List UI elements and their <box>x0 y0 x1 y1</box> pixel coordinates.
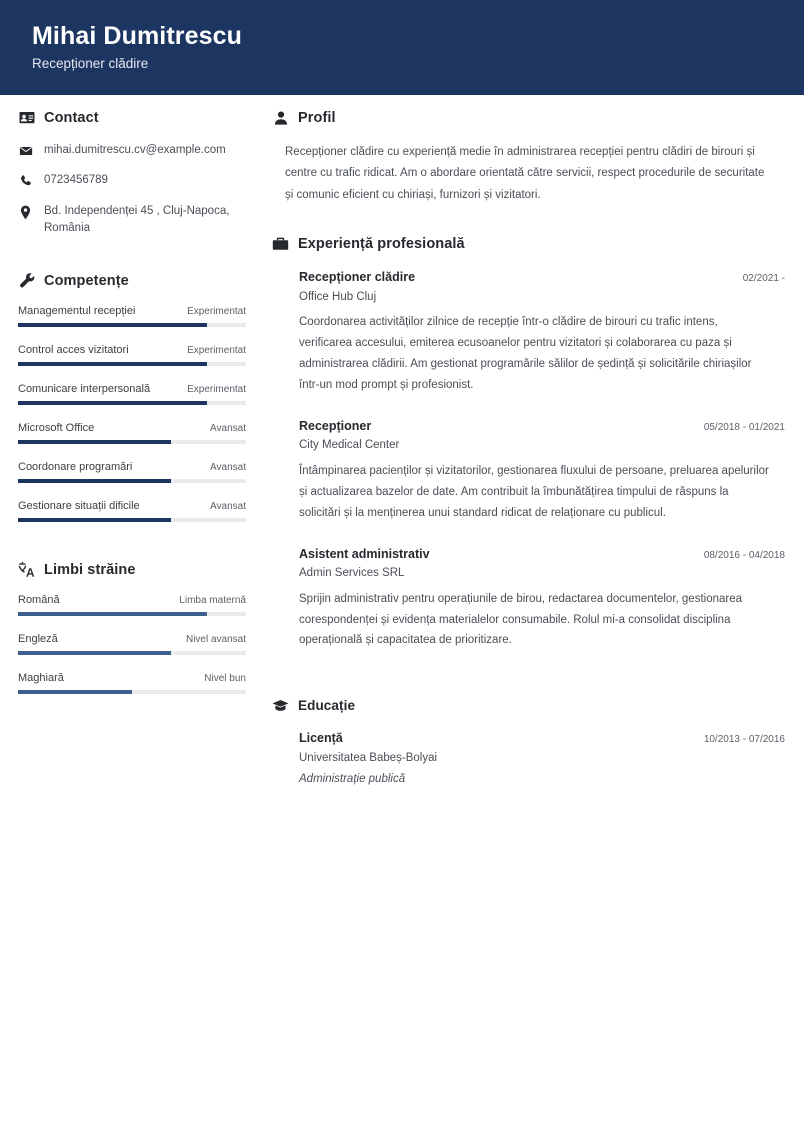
skill-level: Avansat <box>210 423 246 434</box>
skill-progress-track <box>18 518 246 522</box>
skill-item <box>18 461 246 483</box>
skill-name: Comunicare interpersonală <box>18 383 151 395</box>
experience-job-title: Asistent administrativ <box>299 546 430 561</box>
main-column <box>264 109 804 788</box>
skill-item <box>18 383 246 405</box>
experience-title: Experiență profesională <box>298 236 465 253</box>
skills-heading <box>18 272 246 289</box>
skill-name: Microsoft Office <box>18 422 95 434</box>
language-level: Nivel avansat <box>185 634 246 645</box>
language-progress-fill <box>18 612 207 616</box>
translate-icon <box>18 561 35 578</box>
spacer <box>18 539 246 561</box>
section-experience <box>272 236 786 652</box>
contact-address-value: Bd. Independenței 45 , Cluj-Napoca, România <box>44 204 230 234</box>
resume-body <box>0 95 804 788</box>
candidate-role: Recepționer clădire <box>32 56 149 72</box>
contact-title: Contact <box>44 109 99 126</box>
skill-level: Avansat <box>210 462 246 473</box>
skill-progress-track <box>18 362 246 366</box>
graduation-cap-icon <box>272 697 289 714</box>
map-pin-icon <box>18 203 33 220</box>
languages-list <box>18 594 246 694</box>
skill-name: Control acces vizitatori <box>18 344 129 356</box>
experience-job-date: 02/2021 - <box>742 272 785 284</box>
skill-progress-fill <box>18 479 171 483</box>
skill-name: Coordonare programări <box>18 461 133 473</box>
language-progress-fill <box>18 690 132 694</box>
skill-name: Managementul recepției <box>18 305 136 317</box>
skill-progress-track <box>18 323 246 327</box>
language-item <box>18 633 246 655</box>
language-item <box>18 672 246 694</box>
contact-list <box>18 142 246 237</box>
education-title: Educație <box>298 698 356 714</box>
language-name: Română <box>18 594 60 606</box>
language-progress-fill <box>18 651 171 655</box>
skill-progress-track <box>18 479 246 483</box>
skills-title: Competențe <box>44 272 129 289</box>
languages-heading <box>18 561 246 578</box>
skill-level: Experimentat <box>187 345 246 356</box>
contact-email-value[interactable]: mihai.dumitrescu.cv@example.com <box>44 144 226 156</box>
section-languages <box>18 561 246 694</box>
section-contact <box>18 109 246 237</box>
education-heading <box>272 697 786 714</box>
sidebar-column <box>0 109 264 711</box>
experience-job-date: 05/2018 - 01/2021 <box>703 421 785 433</box>
skill-item <box>18 422 246 444</box>
resume-header <box>0 0 804 95</box>
skill-progress-fill <box>18 518 171 522</box>
education-entries <box>299 730 786 787</box>
education-entry <box>299 730 786 787</box>
skill-progress-fill <box>18 401 207 405</box>
language-name: Engleză <box>18 633 58 645</box>
experience-entry <box>299 418 786 524</box>
experience-job-description: Întâmpinarea pacienților și vizitatorilor, gestionarea fluxului de persoane, preluarea apelurilor și actualizarea bazelor de date. Am contribuit la îmbunătățirea timpului de răspuns la solicitări și la menținerea unui standard ridicat de relaționare cu publicul. <box>299 464 769 519</box>
experience-job-org: Office Hub Cluj <box>299 290 377 303</box>
languages-title: Limbi străine <box>44 561 136 578</box>
contact-item-address <box>18 203 246 238</box>
education-field: Administrație publică <box>299 772 406 785</box>
skill-level: Experimentat <box>187 384 246 395</box>
experience-job-org: City Medical Center <box>299 439 400 452</box>
contact-phone-value[interactable]: 0723456789 <box>44 174 108 187</box>
briefcase-icon <box>272 236 289 253</box>
contact-item-email <box>18 142 246 159</box>
language-level: Limba maternă <box>179 595 246 606</box>
language-progress-track <box>18 690 246 694</box>
contact-item-phone <box>18 172 246 189</box>
section-education <box>272 697 786 787</box>
experience-entry <box>299 546 786 652</box>
experience-heading <box>272 236 786 253</box>
language-item <box>18 594 246 616</box>
skill-level: Avansat <box>210 501 246 512</box>
experience-job-description: Coordonarea activităților zilnice de recepție într-o clădire de birouri cu trafic intens, verificarea accesului, emiterea ecusoanelor pentru vizitatori și colaborarea cu paza și administrarea clădirii. Am gestionat programările sălilor de ședință și solicitările chiriașilor într-un mod prompt și profesionist. <box>299 315 752 391</box>
section-profile <box>272 109 786 206</box>
language-progress-track <box>18 612 246 616</box>
skill-progress-fill <box>18 362 207 366</box>
experience-entries <box>299 269 786 652</box>
spacer <box>18 250 246 272</box>
skill-level: Experimentat <box>187 306 246 317</box>
candidate-name: Mihai Dumitrescu <box>32 21 242 50</box>
language-progress-track <box>18 651 246 655</box>
contact-heading <box>18 109 246 126</box>
phone-icon <box>18 172 33 188</box>
education-degree: Licență <box>299 731 343 746</box>
profile-heading <box>272 109 786 126</box>
skill-progress-fill <box>18 440 171 444</box>
experience-entry <box>299 269 786 396</box>
language-level: Nivel bun <box>204 673 246 684</box>
contact-card-icon <box>18 109 35 126</box>
person-icon <box>272 109 289 126</box>
experience-job-org: Admin Services SRL <box>299 567 405 580</box>
experience-job-title: Recepționer <box>299 418 372 433</box>
envelope-icon <box>18 142 33 158</box>
spacer <box>272 651 786 697</box>
experience-job-description: Sprijin administrativ pentru operațiunile de birou, redactarea documentelor, gestionarea corespondenței și evidența materialelor consumabile. Rolul mi-a consolidat disciplina operațională și capacitatea de prioritizare. <box>299 592 743 647</box>
language-name: Maghiară <box>18 672 64 684</box>
spacer <box>272 206 786 236</box>
skill-progress-fill <box>18 323 207 327</box>
skills-list <box>18 305 246 522</box>
wrench-icon <box>18 272 35 289</box>
profile-title: Profil <box>298 109 336 126</box>
skill-progress-track <box>18 440 246 444</box>
education-date: 10/2013 - 07/2016 <box>703 734 785 746</box>
experience-job-date: 08/2016 - 04/2018 <box>703 549 785 561</box>
experience-job-title: Recepționer clădire <box>299 269 416 284</box>
skill-progress-track <box>18 401 246 405</box>
education-institution: Universitatea Babeș-Bolyai <box>299 752 438 765</box>
skill-item <box>18 500 246 522</box>
skill-item <box>18 305 246 327</box>
section-skills <box>18 272 246 522</box>
skill-name: Gestionare situații dificile <box>18 500 140 512</box>
profile-text: Recepționer clădire cu experiență medie în administrarea recepției pentru clădiri de birouri și centre cu trafic ridicat. Am o abordare orientată către servicii, respect procedurile de securitate și comunic eficient cu chiriași, furnizori și vizitatori. <box>285 146 765 201</box>
skill-item <box>18 344 246 366</box>
